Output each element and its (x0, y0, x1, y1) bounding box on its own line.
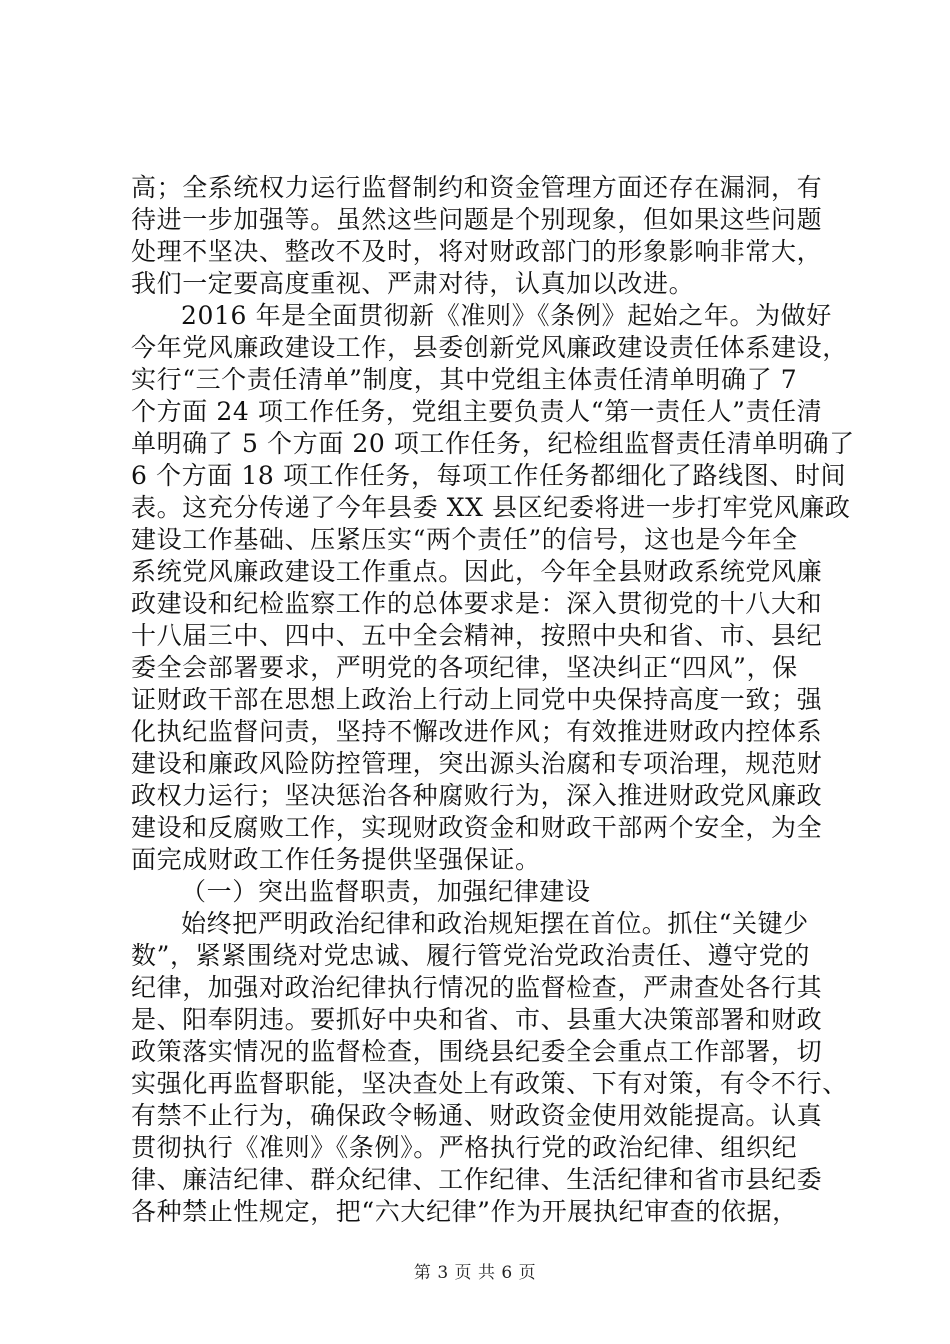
text-line: 是、阳奉阴违。要抓好中央和省、市、县重大决策部署和财政 (131, 1005, 823, 1034)
text-line: 证财政干部在思想上政治上行动上同党中央保持高度一致；强 (131, 685, 823, 714)
text-line: 数”，紧紧围绕对党忠诚、履行管党治党政治责任、遵守党的 (131, 941, 810, 970)
text-line: 建设和廉政风险防控管理，突出源头治腐和专项治理，规范财 (131, 749, 823, 778)
text-line: 委全会部署要求，严明党的各项纪律，坚决纠正“四风”，保 (131, 653, 798, 682)
text-line: 今年党风廉政建设工作，县委创新党风廉政建设责任体系建设， (131, 333, 848, 362)
text-line: 待进一步加强等。虽然这些问题是个别现象，但如果这些问题 (131, 205, 823, 234)
text-line: 系统党风廉政建设工作重点。因此，今年全县财政系统党风廉 (131, 557, 823, 586)
text-line: 贯彻执行《准则》《条例》。严格执行党的政治纪律、组织纪 (131, 1133, 798, 1162)
text-line: 建设工作基础、压紧压实“两个责任”的信号，这也是今年全 (131, 525, 798, 554)
text-line: 面完成财政工作任务提供坚强保证。 (131, 845, 541, 874)
text-line: 表。这充分传递了今年县委 XX 县区纪委将进一步打牢党风廉政 (131, 493, 851, 522)
page-number-footer: 第 3 页 共 6 页 (413, 1263, 537, 1283)
text-line: 实行“三个责任清单”制度，其中党组主体责任清单明确了 7 (131, 365, 798, 394)
text-line: 个方面 24 项工作任务，党组主要负责人“第一责任人”责任清 (131, 397, 823, 426)
text-line: 我们一定要高度重视、严肃对待，认真加以改进。 (131, 269, 695, 298)
section-heading: （一）突出监督职责，加强纪律建设 (181, 877, 591, 906)
text-line: 纪律，加强对政治纪律执行情况的监督检查，严肃查处各行其 (131, 973, 823, 1002)
text-line: 政建设和纪检监察工作的总体要求是：深入贯彻党的十八大和 (131, 589, 823, 618)
paragraph-first-line: 2016 年是全面贯彻新《准则》《条例》起始之年。为做好 (181, 301, 832, 330)
paragraph-first-line: 始终把严明政治纪律和政治规矩摆在首位。抓住“关键少 (181, 909, 809, 938)
text-line: 处理不坚决、整改不及时，将对财政部门的形象影响非常大， (131, 237, 823, 266)
text-line: 政策落实情况的监督检查，围绕县纪委全会重点工作部署，切 (131, 1037, 823, 1066)
text-line: 各种禁止性规定，把“六大纪律”作为开展执纪审查的依据， (131, 1197, 798, 1226)
text-line: 十八届三中、四中、五中全会精神，按照中央和省、市、县纪 (131, 621, 823, 650)
text-line: 实强化再监督职能，坚决查处上有政策、下有对策，有令不行、 (131, 1069, 848, 1098)
text-line: 高；全系统权力运行监督制约和资金管理方面还存在漏洞，有 (131, 173, 823, 202)
text-line: 有禁不止行为，确保政令畅通、财政资金使用效能提高。认真 (131, 1101, 823, 1130)
text-line: 律、廉洁纪律、群众纪律、工作纪律、生活纪律和省市县纪委 (131, 1165, 823, 1194)
text-line: 建设和反腐败工作，实现财政资金和财政干部两个安全，为全 (131, 813, 823, 842)
text-line: 6 个方面 18 项工作任务，每项工作任务都细化了路线图、时间 (131, 461, 847, 490)
text-line: 政权力运行；坚决惩治各种腐败行为，深入推进财政党风廉政 (131, 781, 823, 810)
text-line: 单明确了 5 个方面 20 项工作任务，纪检组监督责任清单明确了 (131, 429, 855, 458)
body-text (131, 172, 855, 1228)
text-line: 化执纪监督问责，坚持不懈改进作风；有效推进财政内控体系 (131, 717, 823, 746)
